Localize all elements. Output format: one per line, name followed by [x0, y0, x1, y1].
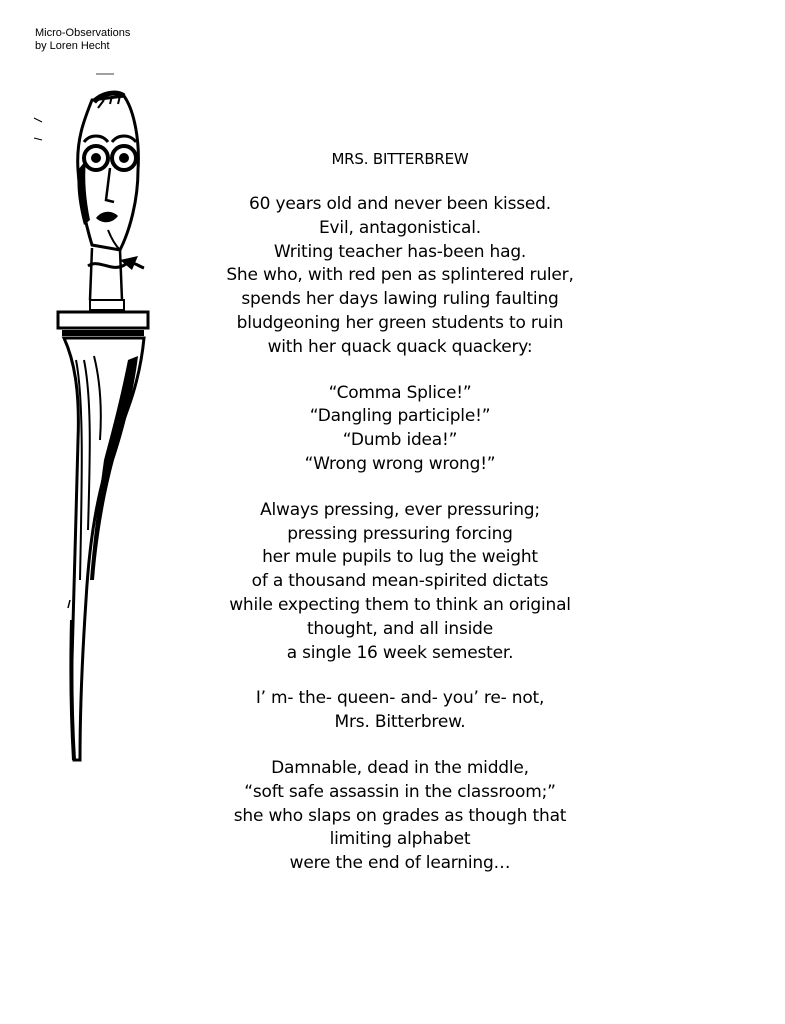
author-byline: by Loren Hecht: [35, 40, 110, 52]
poem: [200, 148, 600, 876]
tall-lady-caricature-icon: [20, 60, 160, 770]
poem-line: thought, and all inside: [306, 618, 494, 639]
poem-line: of a thousand mean-spirited dictats: [251, 571, 549, 592]
poem-line: a single 16 week semester.: [286, 642, 514, 663]
poem-stanza-5: [200, 757, 600, 876]
poem-line: pressing pressuring forcing: [287, 523, 513, 544]
series-title: Micro-Observations: [35, 27, 131, 39]
poem-line: spends her days lawing ruling faulting: [241, 289, 559, 310]
poem-title: MRS. BITTERBREW: [331, 150, 469, 168]
poem-line: Always pressing, ever pressuring;: [260, 499, 540, 520]
poem-line: Evil, antagonistical.: [319, 217, 481, 238]
poem-line: I’ m- the- queen- and- you’ re- not,: [255, 688, 545, 709]
document-header: [35, 27, 130, 53]
poem-line: her mule pupils to lug the weight: [262, 547, 538, 568]
poem-line: “Wrong wrong wrong!”: [304, 453, 496, 474]
poem-stanza-1: [200, 193, 600, 360]
poem-line: “Dangling participle!”: [309, 406, 491, 427]
poem-line: Mrs. Bitterbrew.: [334, 712, 466, 733]
poem-line: bludgeoning her green students to ruin: [236, 312, 564, 333]
poem-line: Writing teacher has-been hag.: [273, 241, 527, 262]
poem-line: She who, with red pen as splintered ruler,: [226, 265, 574, 286]
poem-line: were the end of learning…: [289, 853, 511, 874]
poem-line: “Dumb idea!”: [342, 430, 458, 451]
poem-line: limiting alphabet: [329, 829, 471, 850]
poem-line: she who slaps on grades as though that: [233, 805, 567, 826]
poem-line: while expecting them to think an original: [229, 594, 571, 615]
poem-line: 60 years old and never been kissed.: [249, 194, 551, 214]
poem-line: “soft safe assassin in the classroom;”: [244, 781, 556, 802]
poem-stanza-4: [200, 687, 600, 735]
poem-line: “Comma Splice!”: [328, 382, 472, 403]
poem-stanza-2: [200, 382, 600, 477]
poem-stanza-3: [200, 499, 600, 666]
poem-line: Damnable, dead in the middle,: [271, 757, 529, 778]
poem-line: with her quack quack quackery:: [267, 336, 533, 357]
